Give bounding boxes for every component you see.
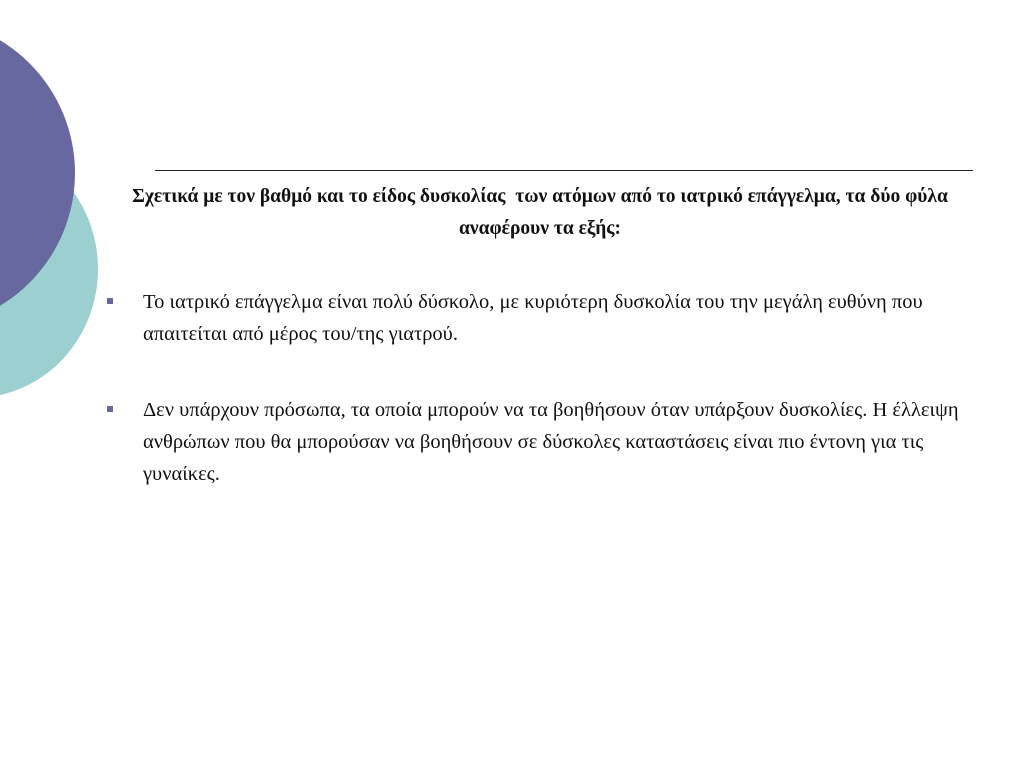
bullet-item-2 [105,394,985,490]
square-bullet-icon [107,406,113,412]
bullet-list [105,286,985,534]
square-bullet-icon [107,298,113,304]
bullet-item-1 [105,286,985,350]
bullet-text: Δεν υπάρχουν πρόσωπα, τα οποία μπορούν να τα βοηθήσουν όταν υπάρξουν δυσκολίες. Η έλλειψη ανθρώπων που θα μπορούσαν να βοηθήσουν σε δύσκολες καταστάσεις είναι πιο έντονη για τις γυναίκες. [143,399,959,485]
title-divider [155,170,973,171]
bullet-text: Το ιατρικό επάγγελμα είναι πολύ δύσκολο, με κυριότερη δυσκολία του την μεγάλη ευθύνη που απαιτείται από μέρος του/της γιατρού. [143,291,923,345]
slide-heading: Σχετικά με τον βαθμό και το είδος δυσκολίας των ατόμων από το ιατρικό επάγγελμα, τα δύο φύλα αναφέρουν τα εξής: [132,186,953,239]
